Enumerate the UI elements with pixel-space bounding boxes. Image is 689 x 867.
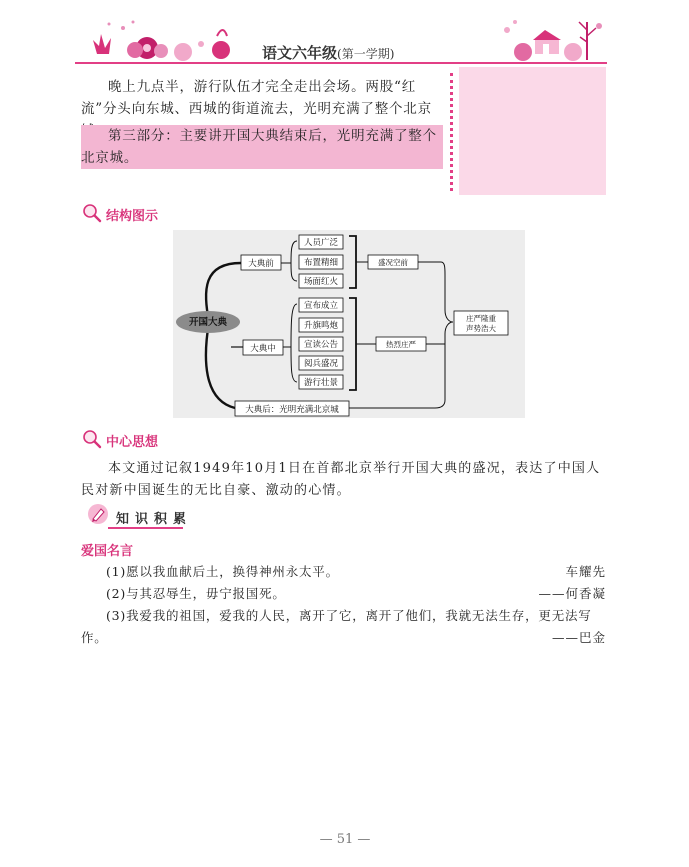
- quote-author: ——何香凝: [538, 586, 606, 601]
- before-summary: 盛况空前: [378, 258, 408, 267]
- magnifier-icon: [82, 429, 102, 449]
- header-rule: [75, 62, 607, 64]
- book-title: 语文六年级: [262, 44, 338, 62]
- body-paragraph: 晚上九点半，游行队伍才完全走出会场。两股“红流”分头向东城、西城的街道流去，光明充满了整个北京: [81, 79, 432, 117]
- quote-author: ——巴金: [551, 630, 606, 645]
- center-idea-text: 本文通过记叙1949年10月1日在首都北京举行开国大典的盛况，表达了中国人民对新中国诞生的无比自豪、激动的心情。: [81, 461, 601, 498]
- knowledge-title: 知识积累: [116, 512, 193, 527]
- during-branch: [243, 298, 426, 390]
- during-label: 大典中: [250, 344, 276, 354]
- notes-panel: [459, 67, 606, 195]
- section-title-structure: 结构图示: [106, 209, 159, 224]
- section-title-center: 中心思想: [106, 435, 159, 450]
- header-title: [262, 42, 394, 63]
- callout-text: 第三部分：主要讲开国大典结束后，光明充满了整个北京城。: [81, 128, 437, 166]
- structure-diagram: [173, 230, 525, 418]
- quote-text: (1)愿以我血献后土，换得神州永太平。: [106, 564, 339, 579]
- magnifier-icon: [82, 203, 102, 223]
- during-item: 宣布成立: [303, 301, 339, 311]
- page-number: — 51 —: [319, 832, 371, 847]
- quotes-title: 爱国名言: [81, 544, 134, 559]
- conclusion-line: 庄严隆重: [466, 314, 496, 323]
- before-item: 人员广泛: [303, 238, 339, 248]
- before-item: 场面红火: [303, 277, 339, 287]
- quote-text: (3)我爱我的祖国，爱我的人民，离开了它，离开了他们，我就无法生存，更无法写: [106, 608, 592, 623]
- house-tree-decoration: [504, 20, 602, 61]
- quote-continuation: 作。: [81, 630, 108, 645]
- after-branch: [235, 401, 349, 416]
- during-item: 阅兵盛况: [303, 359, 339, 369]
- before-item: 布置精细: [303, 258, 339, 268]
- during-item: 升旗鸣炮: [303, 321, 339, 331]
- quote-text: (2)与其忍辱生，毋宁报国死。: [106, 586, 286, 601]
- before-label: 大典前: [248, 259, 274, 269]
- during-item: 游行壮景: [303, 378, 339, 388]
- book-subtitle: (第一学期): [337, 47, 395, 61]
- pen-icon: [86, 502, 110, 526]
- knowledge-underline: [108, 527, 183, 529]
- after-label: 大典后：光明充满北京城: [245, 405, 339, 415]
- root-label: 开国大典: [188, 317, 228, 328]
- during-summary: 热烈庄严: [386, 340, 416, 349]
- conclusion-line: 声势浩大: [466, 324, 496, 333]
- diagram-root: [176, 311, 240, 333]
- conclusion-box: [454, 311, 508, 335]
- before-branch: [241, 235, 418, 288]
- flower-decoration-left: [93, 21, 230, 62]
- dotted-divider: [450, 73, 453, 191]
- during-item: 宣读公告: [303, 340, 339, 350]
- quote-author: 车耀先: [565, 564, 606, 579]
